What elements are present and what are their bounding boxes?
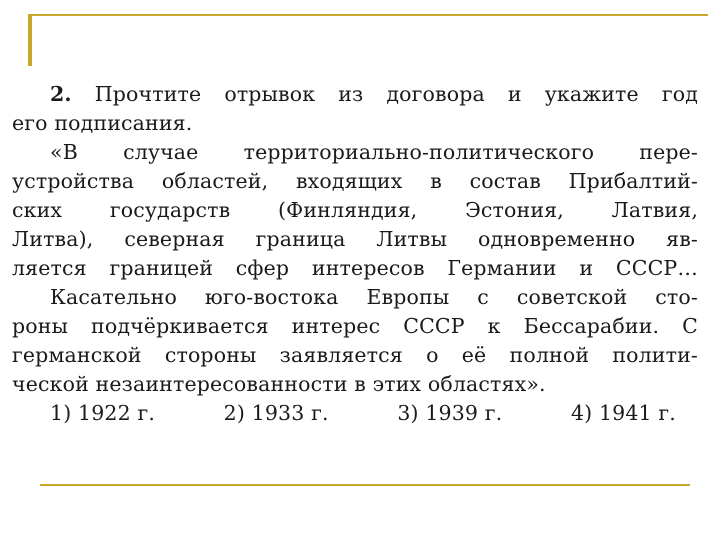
slide-content bbox=[12, 80, 698, 428]
quote-line: ческой незаинтересованности в этих областях». bbox=[12, 372, 546, 396]
question-text-1: Прочтите отрывок из договора и укажите год bbox=[94, 82, 699, 106]
quote-line: ляется границей сфер интересов Германии и СССР… bbox=[12, 256, 698, 280]
question-line-1 bbox=[12, 80, 698, 109]
frame-vertical-rule bbox=[28, 14, 32, 66]
quote-line: Литва), северная граница Литвы одновременно яв- bbox=[12, 227, 698, 251]
answer-options bbox=[12, 399, 698, 428]
quote-line: роны подчёркивается интерес СССР к Бессарабии. С bbox=[12, 314, 698, 338]
answer-option-2[interactable]: 2) 1933 г. bbox=[223, 401, 329, 425]
quote-line: «В случае территориально-политического пере- bbox=[50, 140, 698, 164]
question-line-2: его подписания. bbox=[12, 111, 193, 135]
quote-line: Касательно юго-востока Европы с советской сто- bbox=[50, 285, 698, 309]
quote-line: германской стороны заявляется о её полной полити- bbox=[12, 343, 698, 367]
frame-bottom-rule bbox=[40, 484, 690, 486]
answer-option-1[interactable]: 1) 1922 г. bbox=[50, 401, 156, 425]
frame-top-rule bbox=[28, 14, 708, 16]
quote-line: устройства областей, входящих в состав Прибалтий- bbox=[12, 169, 698, 193]
answer-option-4[interactable]: 4) 1941 г. bbox=[570, 401, 676, 425]
quote-line: ских государств (Финляндия, Эстония, Латвия, bbox=[12, 198, 698, 222]
answer-option-3[interactable]: 3) 1939 г. bbox=[397, 401, 503, 425]
question-number: 2. bbox=[50, 82, 72, 106]
